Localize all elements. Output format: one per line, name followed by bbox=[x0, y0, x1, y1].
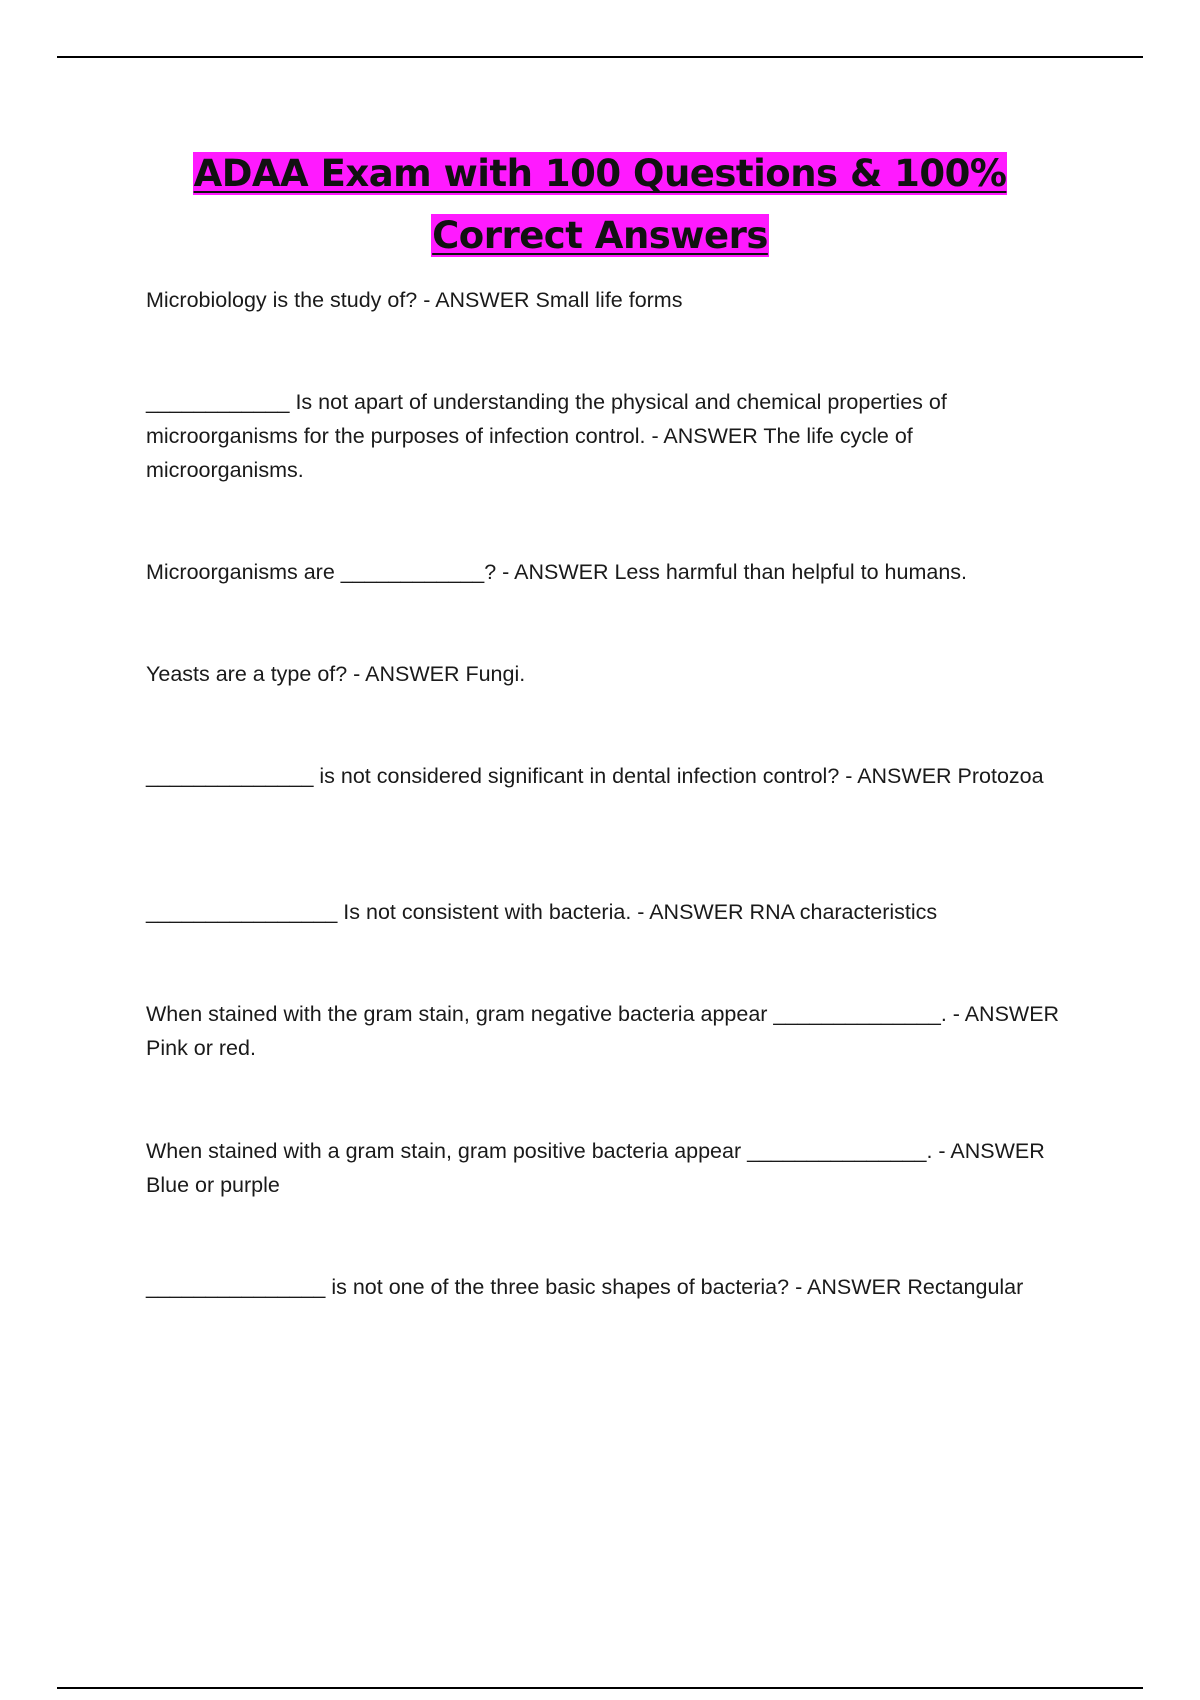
qa-item-3: Microorganisms are ____________? - ANSWER Less harmful than helpful to humans. bbox=[146, 560, 968, 584]
qa-item-8: When stained with a gram stain, gram positive bacteria appear _______________. - ANSWER Blue or purple bbox=[146, 1139, 1045, 1197]
qa-item-6: ________________ Is not consistent with bacteria. - ANSWER RNA characteristics bbox=[146, 900, 938, 924]
bottom-rule bbox=[57, 1687, 1143, 1689]
qa-item-1: Microbiology is the study of? - ANSWER Small life forms bbox=[146, 288, 683, 312]
qa-item-5: ______________ is not considered significant in dental infection control? - ANSWER Protozoa bbox=[146, 764, 1044, 788]
qa-item-7: When stained with the gram stain, gram negative bacteria appear ______________. - ANSWER Pink or red. bbox=[146, 1002, 1060, 1060]
document-title bbox=[120, 143, 1080, 267]
qa-item-9: _______________ is not one of the three basic shapes of bacteria? - ANSWER Rectangular bbox=[146, 1275, 1024, 1299]
qa-item-2: ____________ Is not apart of understanding the physical and chemical properties of microorganisms for the purposes of infection control. - ANSWER The life cycle of microorganisms. bbox=[146, 390, 947, 482]
title-highlight: ADAA Exam with 100 Questions & 100% Correct Answers bbox=[193, 152, 1007, 257]
top-rule bbox=[57, 56, 1143, 58]
qa-item-4: Yeasts are a type of? - ANSWER Fungi. bbox=[146, 662, 526, 686]
